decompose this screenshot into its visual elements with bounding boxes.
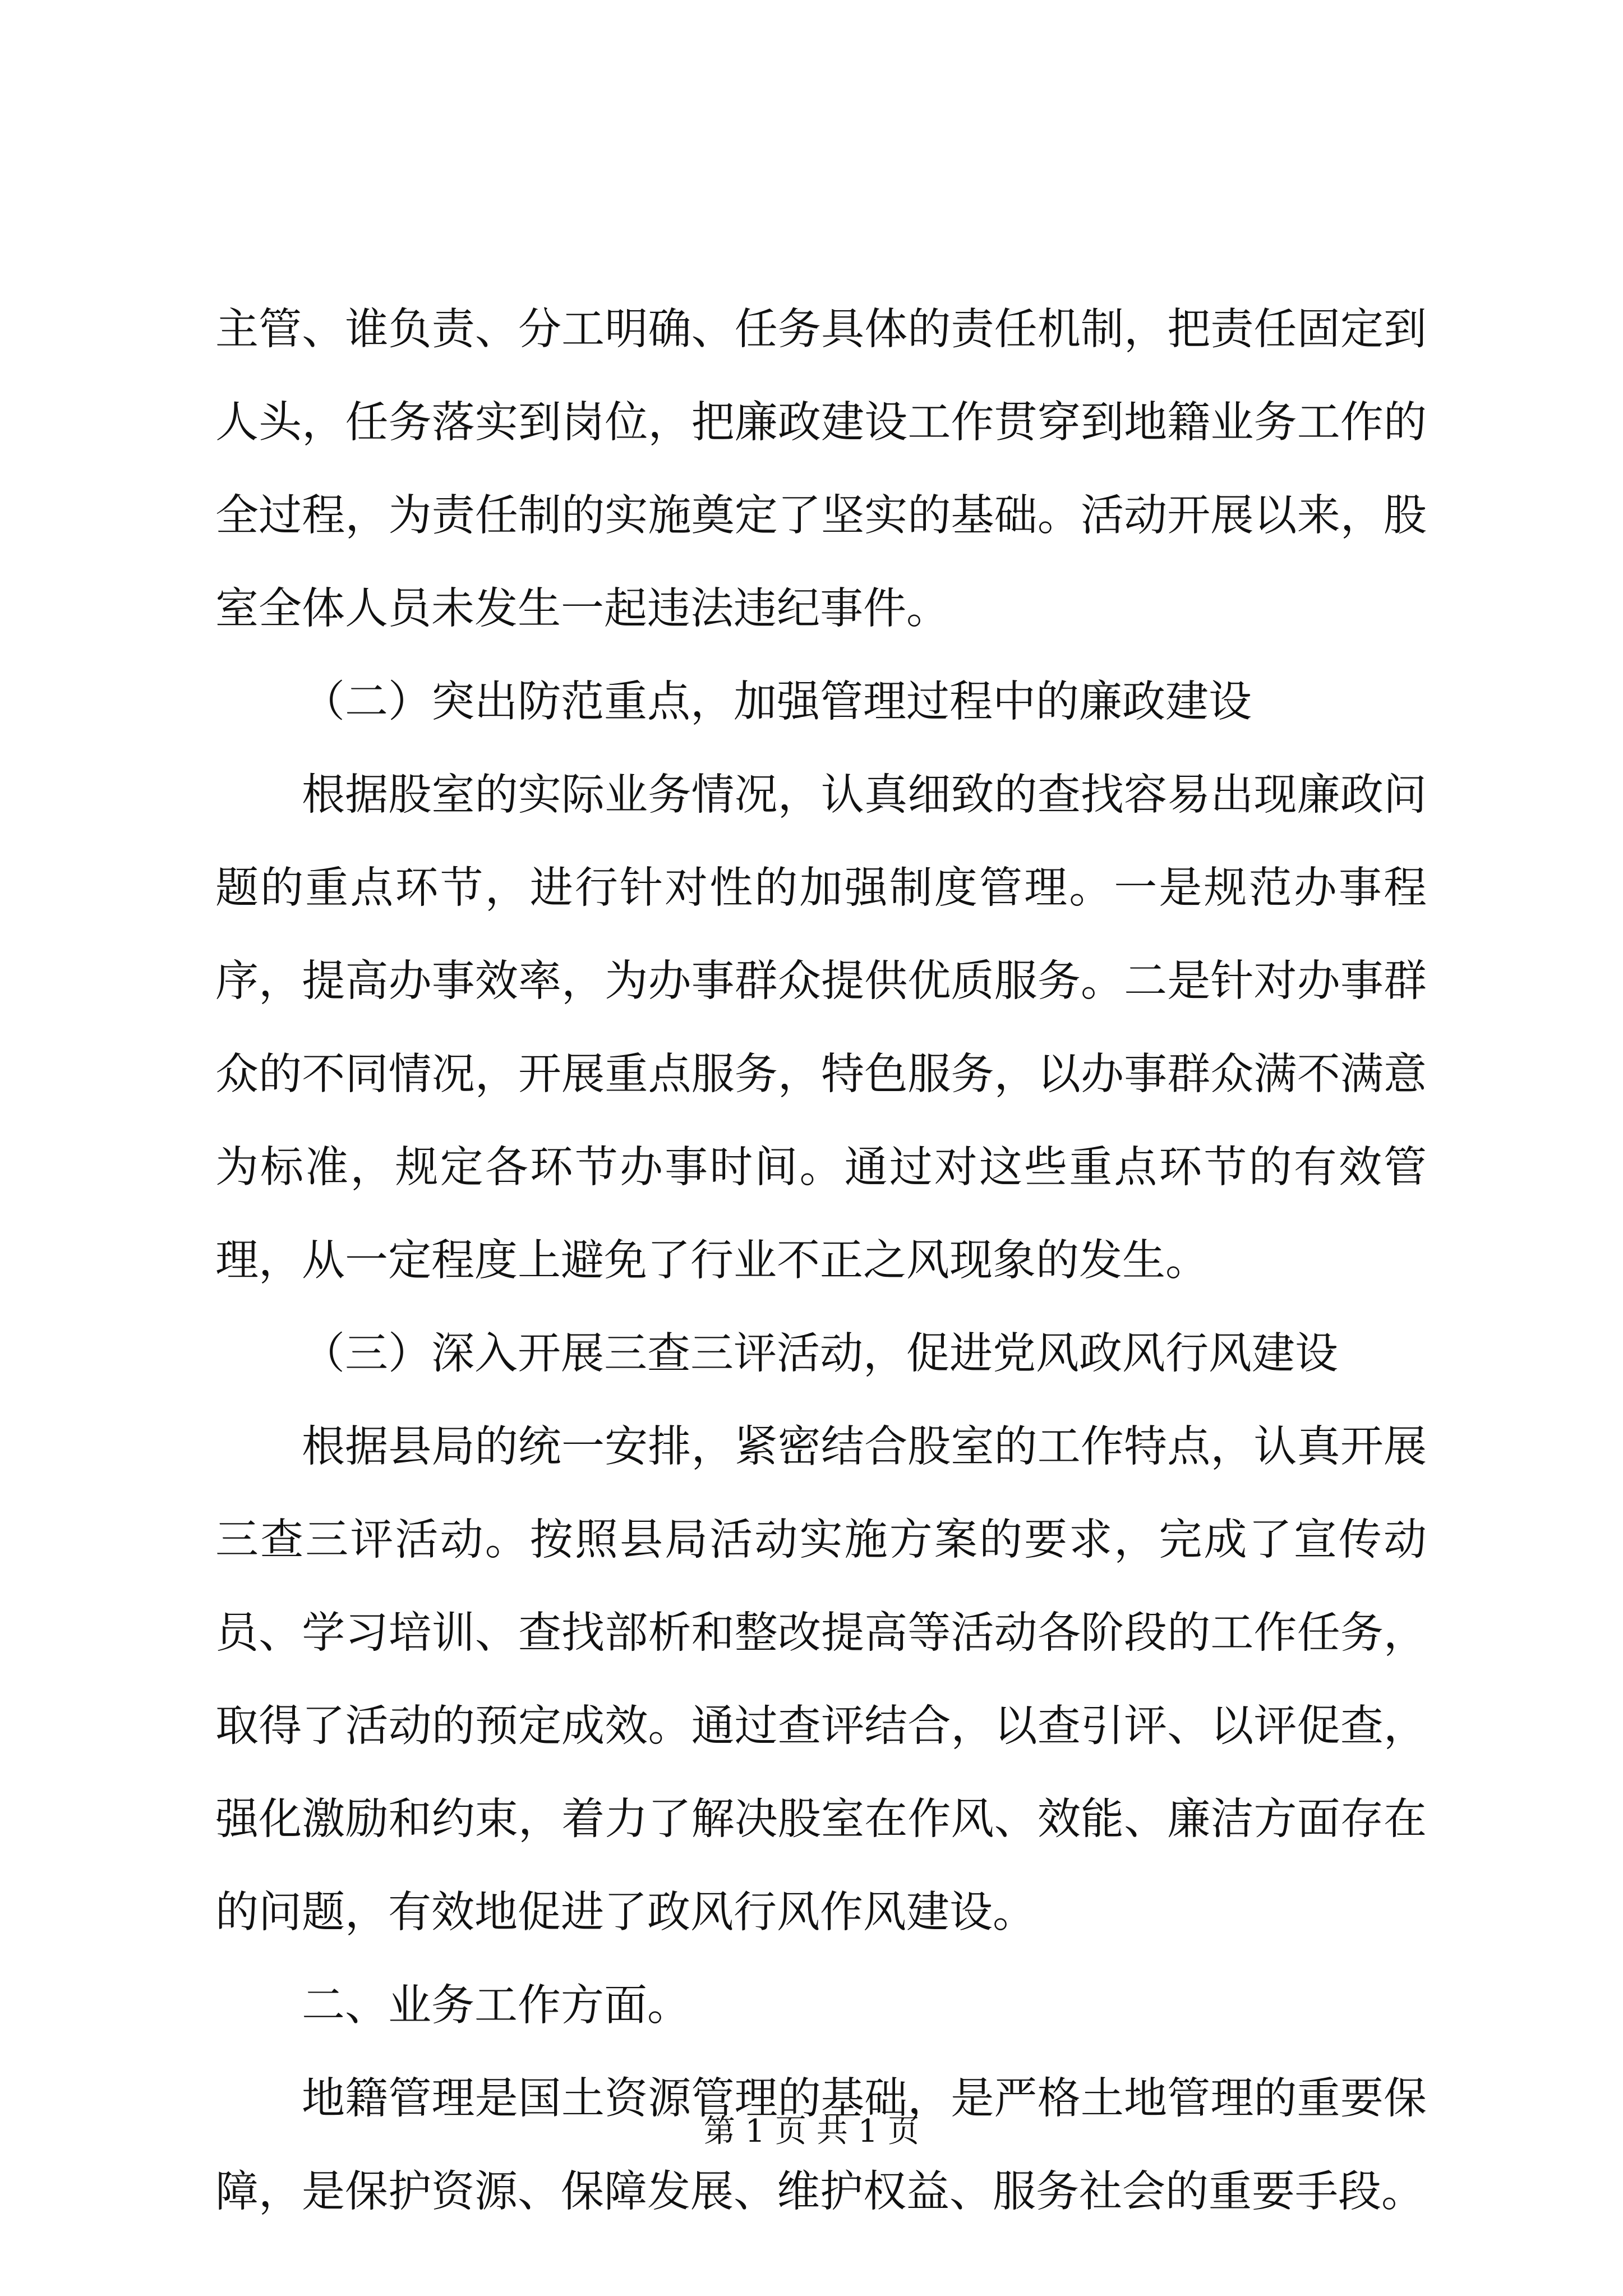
page-footer: 第 1 页 共 1 页 — [703, 2113, 920, 2150]
section-heading-2: （二）突出防范重点，加强管理过程中的廉政建设 — [302, 677, 1252, 727]
section-heading-3: （三）深入开展三查三评活动，促进党风政风行风建设 — [302, 1329, 1338, 1379]
document-body — [215, 283, 1427, 2239]
paragraph-cadastral: 地籍管理是国土资源管理的基础，是严格土地管理的重要保障，是保护资源、保障发展、维护权益、服务社会的重要手段。 — [215, 2074, 1427, 2217]
paragraph-prevention: 根据股室的实际业务情况，认真细致的查找容易出现廉政问题的重点环节，进行针对性的加强制度管理。一是规范办事程序，提高办事效率，为办事群众提供优质服务。二是针对办事群众的不同情况，开展重点服务，特色服务，以办事群众满不满意为标准，规定各环节办事时间。通过对这些重点环节的有效管理，从一定程度上避免了行业不正之风现象的发生。 — [215, 770, 1427, 1286]
paragraph-continuation: 主管、谁负责、分工明确、任务具体的责任机制，把责任固定到人头，任务落实到岗位，把廉政建设工作贯穿到地籍业务工作的全过程，为责任制的实施奠定了坚实的基础。活动开展以来，股室全体人员未发生一起违法违纪事件。 — [215, 305, 1427, 634]
section-heading-business: 二、业务工作方面。 — [302, 1981, 690, 2031]
paragraph-three-checks: 根据县局的统一安排，紧密结合股室的工作特点，认真开展三查三评活动。按照县局活动实施方案的要求，完成了宣传动员、学习培训、查找部析和整改提高等活动各阶段的工作任务，取得了活动的预定成效。通过查评结合，以查引评、以评促查，强化激励和约束，着力了解决股室在作风、效能、廉洁方面存在的问题，有效地促进了政风行风作风建设。 — [215, 1422, 1427, 1938]
